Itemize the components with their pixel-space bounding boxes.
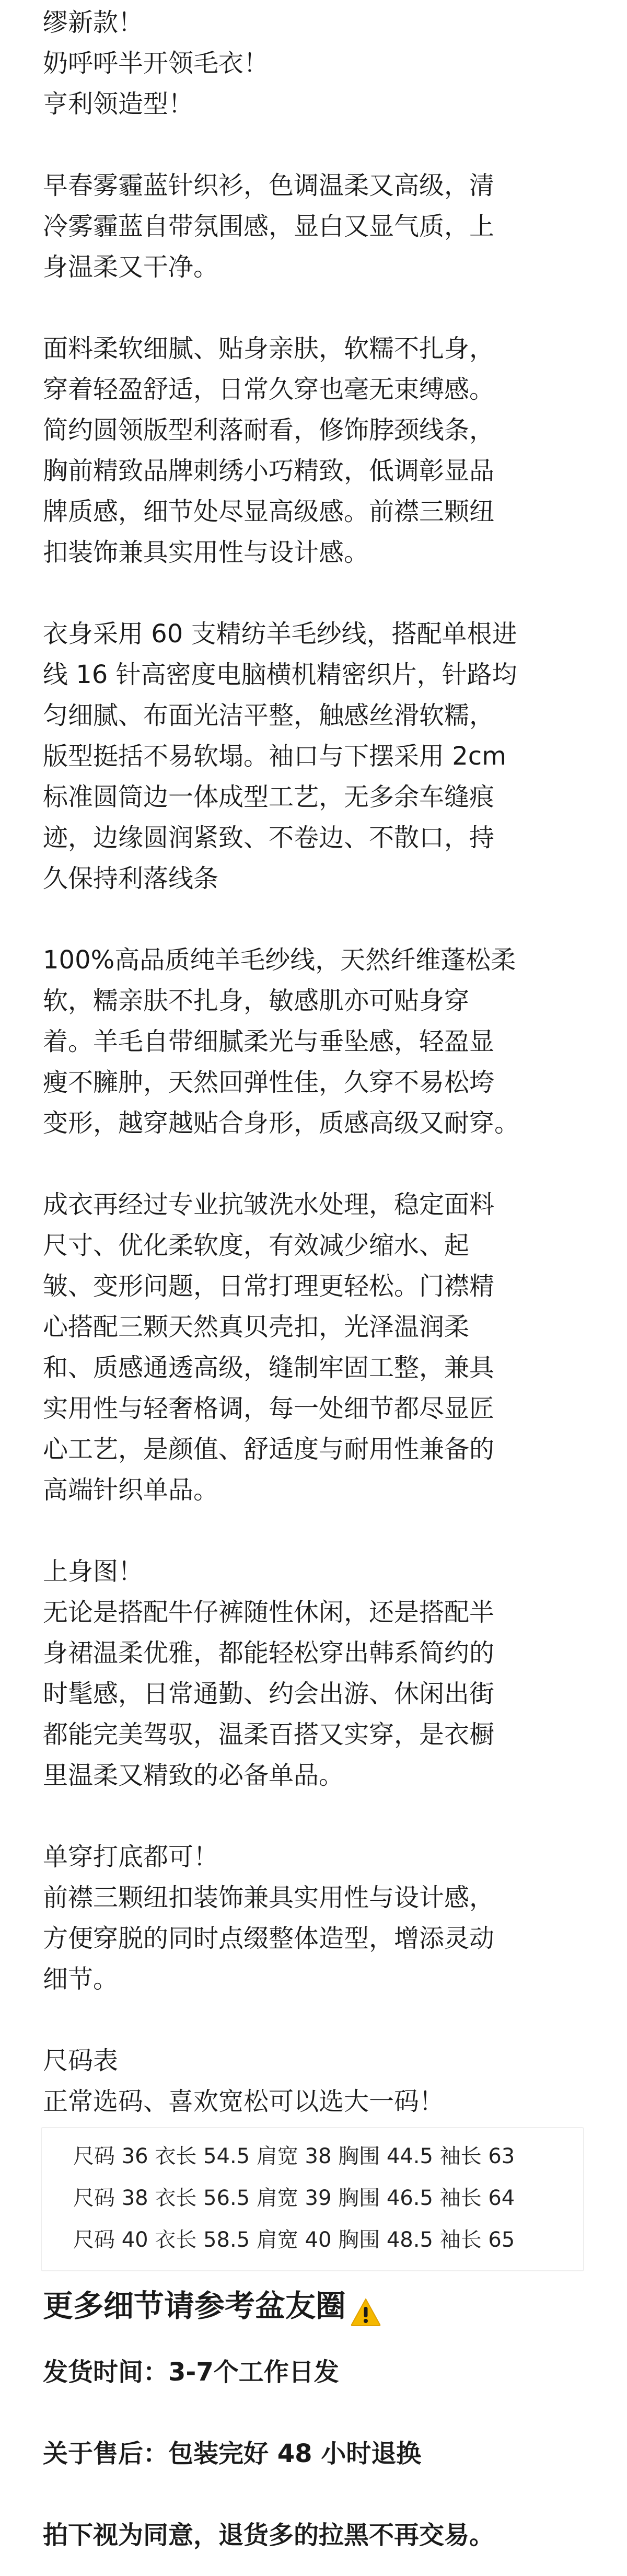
more-details-heading [43,2281,584,2331]
size-intro [43,2040,584,2122]
text-line: 身裙温柔优雅，都能轻松穿出韩系简约的 [43,1638,495,1668]
text-line: 面料柔软细腻、贴身亲肤，软糯不扎身， [43,334,495,363]
text-line: 尺寸、优化柔软度，有效减少缩水、起 [43,1231,470,1260]
size-chart-title: 尺码表 [43,2046,119,2075]
text-line: 衣身采用 60 支精纺羊毛纱线，搭配单根进 [43,619,517,649]
text-line: 久保持利落线条 [43,864,219,893]
text-line: 单穿打底都可！ [43,1842,219,1872]
single-wear-paragraph [43,1836,584,2000]
text-line: 时髦感，日常通勤、约会出游、休闲出街 [43,1679,495,1708]
purchase-agreement: 拍下视为同意，退货多的拉黑不再交易。 [43,2521,495,2550]
text-line: 简约圆领版型利落耐看，修饰脖颈线条， [43,415,495,445]
styling-paragraph [43,1551,584,1796]
size-row: 尺码 36 衣长 54.5 肩宽 38 胸围 44.5 袖长 63 [73,2144,515,2168]
text-line: 细节。 [43,1965,119,1994]
text-line: 标准圆筒边一体成型工艺，无多余车缝痕 [43,782,495,812]
text-line: 成衣再经过专业抗皱洗水处理，稳定面料 [43,1190,495,1219]
text-line: 胸前精致品牌刺绣小巧精致，低调彰显品 [43,456,495,486]
text-line: 版型挺括不易软塌。袖口与下摆采用 2cm [43,742,506,771]
fabric-paragraph [43,328,584,573]
text-line: 着。羊毛自带细腻柔光与垂坠感，轻盈显 [43,1027,495,1056]
text-line: 冷雾霾蓝自带氛围感，显白又显气质，上 [43,212,495,241]
text-line: 实用性与轻奢格调，每一处细节都尽显匠 [43,1394,495,1423]
more-details-text: 更多细节请参考盆友圈 [43,2288,346,2324]
text-line: 里温柔又精致的必备单品。 [43,1761,344,1790]
text-line: 变形，越穿越贴合身形，质感高级又耐穿。 [43,1108,520,1138]
text-line: 牌质感，细节处尽显高级感。前襟三颗纽 [43,497,495,526]
text-line: 迹，边缘圆润紧致、不卷边、不散口，持 [43,823,495,852]
text-line: 缪新款！ [43,8,144,37]
text-line: 高端针织单品。 [43,1475,219,1505]
size-row: 尺码 40 衣长 58.5 肩宽 40 胸围 48.5 袖长 65 [73,2228,515,2252]
text-line: 前襟三颗纽扣装饰兼具实用性与设计感， [43,1883,495,1912]
text-line: 都能完美驾驭，温柔百搭又实穿，是衣橱 [43,1720,495,1749]
color-paragraph [43,165,584,287]
after-sales-policy: 关于售后：包装完好 48 小时退换 [43,2439,422,2468]
text-line: 奶呼呼半开领毛衣！ [43,49,269,78]
text-line: 软，糯亲肤不扎身，敏感肌亦可贴身穿 [43,986,470,1015]
size-advice: 正常选码、喜欢宽松可以选大一码！ [43,2087,445,2116]
finish-paragraph [43,1184,584,1510]
text-line: 皱、变形问题，日常打理更轻松。门襟精 [43,1272,495,1301]
text-line: 100%高品质纯羊毛纱线，天然纤维蓬松柔 [43,945,516,975]
text-line: 早春雾霾蓝针织衫，色调温柔又高级，清 [43,171,495,200]
size-row: 尺码 38 衣长 56.5 肩宽 39 胸围 46.5 袖长 64 [73,2186,515,2210]
shipping-time: 发货时间：3-7个工作日发 [43,2358,339,2387]
text-line: 穿着轻盈舒适，日常久穿也毫无束缚感。 [43,375,495,404]
text-line: 身温柔又干净。 [43,252,219,282]
text-line: 匀细腻、布面光洁平整，触感丝滑软糯， [43,701,495,730]
text-line: 亨利领造型！ [43,89,194,119]
text-line: 心工艺，是颜值、舒适度与耐用性兼备的 [43,1435,495,1464]
text-line: 瘦不臃肿，天然回弹性佳，久穿不易松垮 [43,1068,495,1097]
text-line: 无论是搭配牛仔裤随性休闲，还是搭配半 [43,1598,495,1627]
warning-icon [350,2291,381,2320]
text-line: 扣装饰兼具实用性与设计感。 [43,538,369,567]
text-line: 方便穿脱的同时点缀整体造型，增添灵动 [43,1924,495,1953]
size-table [41,2127,584,2271]
text-line: 和、质感通透高级，缝制牢固工整，兼具 [43,1353,495,1382]
text-line: 线 16 针高密度电脑横机精密织片，针路均 [43,660,517,689]
text-line: 上身图！ [43,1557,144,1586]
intro-block [43,0,584,124]
yarn-paragraph [43,614,584,899]
text-line: 心搭配三颗天然真贝壳扣，光泽温润柔 [43,1312,470,1342]
wool-paragraph [43,940,584,1143]
